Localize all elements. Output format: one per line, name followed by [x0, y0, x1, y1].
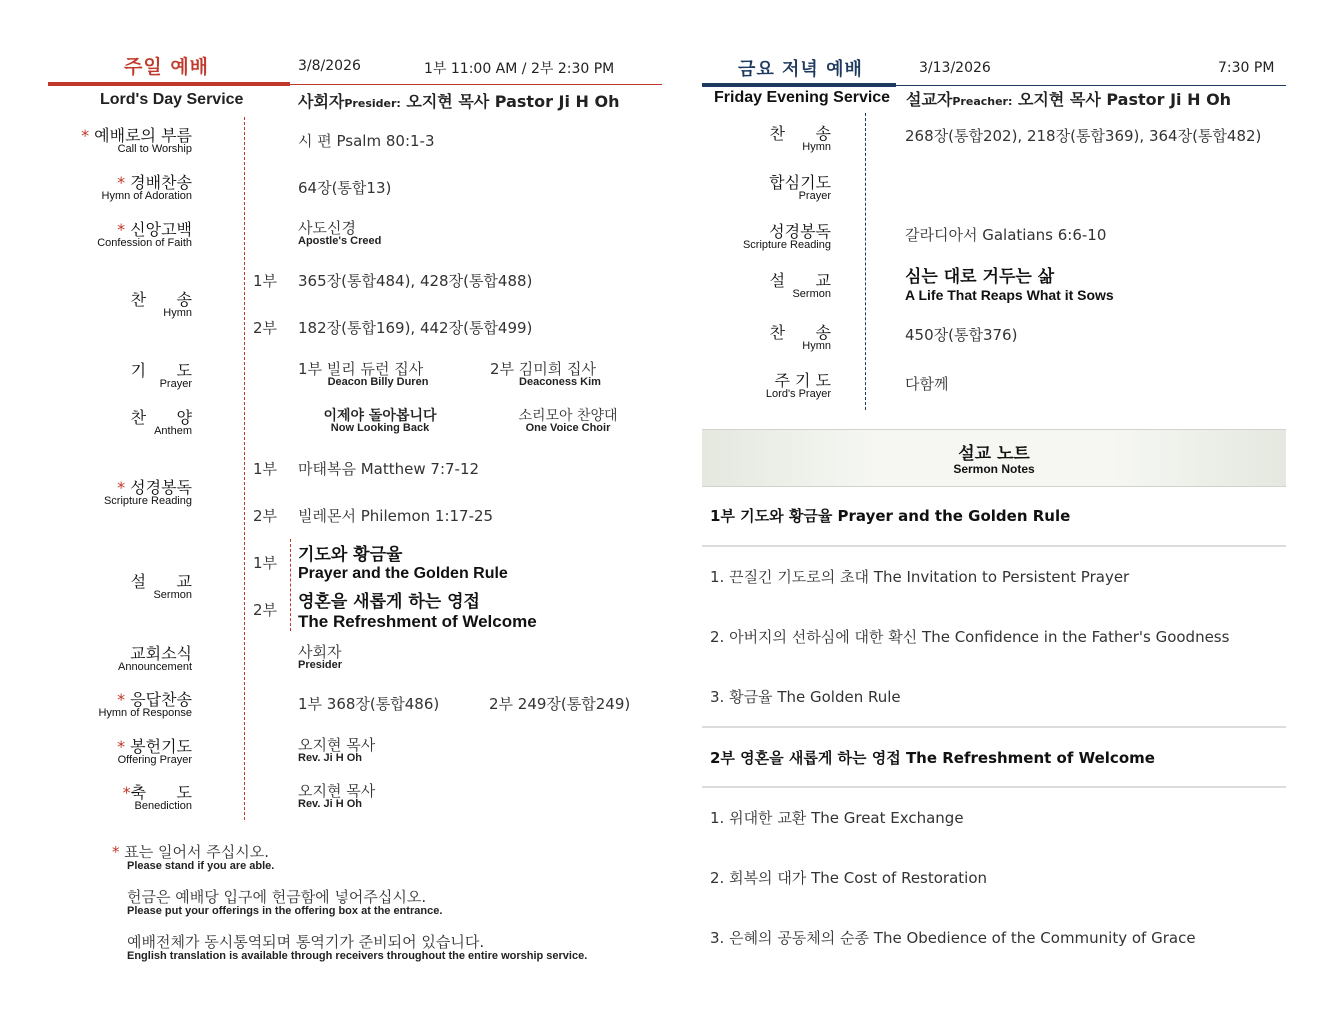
friday-scripture-label: 성경봉독 Scripture Reading — [742, 222, 831, 251]
sermon-part1-content: 기도와 황금율 Prayer and the Golden Rule — [298, 545, 508, 582]
sermon-divider — [290, 539, 291, 631]
hymn-of-adoration-label: * 경배찬송 Hymn of Adoration — [101, 173, 192, 202]
friday-hymn1-content: 268장(통합202), 218장(통합369), 364장(통합482) — [905, 127, 1262, 145]
friday-sermon-label: 설 교 Sermon — [769, 271, 831, 300]
friday-divider — [865, 113, 866, 410]
anthem-choir: 소리모아 찬양대 One Voice Choir — [518, 408, 618, 434]
friday-preacher: 설교자Preacher: 오지현 목사 Pastor Ji H Oh — [906, 90, 1232, 109]
friday-date: 3/13/2026 — [919, 60, 991, 76]
friday-prayer-label: 합심기도 Prayer — [769, 173, 831, 202]
note-offering: 헌금은 예배당 입구에 헌금함에 넣어주십시오. Please put your offerings in the offering box at the entrance. — [127, 888, 443, 917]
scripture-part1-content: 마태복음 Matthew 7:7-12 — [298, 460, 480, 478]
presider-label-ko: 사회자 — [298, 92, 345, 111]
friday-scripture-content: 갈라디아서 Galatians 6:6-10 — [905, 226, 1107, 244]
stand-marker: * — [81, 126, 90, 145]
prayer-part1: 1부 빌리 듀런 집사 Deacon Billy Duren — [298, 360, 429, 388]
friday-lords-prayer-content: 다함께 — [905, 375, 949, 393]
announcement-content: 사회자 Presider — [298, 643, 343, 671]
sermon-part2-label: 2부 — [253, 601, 278, 619]
friday-lords-prayer-label: 주 기 도 Lord's Prayer — [765, 371, 831, 400]
sermon-notes-title-ko: 설교 노트 — [958, 444, 1030, 464]
sunday-times: 1부 11:00 AM / 2부 2:30 PM — [424, 61, 615, 77]
sunday-header-line-thick — [48, 82, 290, 86]
note-stand: * 표는 일어서 주십시오. Please stand if you are able. — [112, 843, 275, 872]
sunday-presider — [298, 89, 620, 112]
note-translation: 예배전체가 동시통역되며 통역기가 준비되어 있습니다. English translation is available through receivers throughout the entire worship service. — [127, 933, 588, 962]
sermon-notes-banner — [702, 429, 1286, 487]
sunday-title-ko: 주일 예배 — [124, 56, 210, 78]
scripture-part2-label: 2부 — [253, 507, 278, 525]
scripture-part1-label: 1부 — [253, 460, 278, 478]
scripture-part2-content: 빌레몬서 Philemon 1:17-25 — [298, 507, 494, 525]
notes-part1-point3: 3. 황금율 The Golden Rule — [710, 688, 901, 706]
sermon-part1-label: 1부 — [253, 554, 278, 572]
presider-name: 오지현 목사 Pastor Ji H Oh — [406, 92, 620, 111]
friday-header-line-thick — [702, 83, 896, 87]
prayer-part2: 2부 김미희 집사 Deaconess Kim — [490, 360, 601, 388]
hymn-label: 찬 송 Hymn — [130, 290, 192, 319]
hymn-part1-content: 365장(통합484), 428장(통합488) — [298, 272, 533, 290]
notes-part2-point1: 1. 위대한 교환 The Great Exchange — [710, 809, 964, 827]
benediction-label: *축 도 Benediction — [122, 783, 192, 812]
notes-part2-point2: 2. 회복의 대가 The Cost of Restoration — [710, 869, 988, 887]
sunday-header-line-thin — [290, 84, 662, 85]
anthem-label: 찬 양 Anthem — [130, 408, 192, 437]
sermon-label: 설 교 Sermon — [130, 572, 192, 601]
hymn-part2-label: 2부 — [253, 319, 278, 337]
sunday-date: 3/8/2026 — [298, 58, 361, 74]
friday-sermon-content: 심는 대로 거두는 삶 A Life That Reaps What it Sows — [905, 267, 1114, 303]
notes-part1-point1: 1. 끈질긴 기도로의 초대 The Invitation to Persistent Prayer — [710, 568, 1130, 586]
scripture-reading-label: * 성경봉독 Scripture Reading — [103, 478, 192, 507]
hymn-part2-content: 182장(통합169), 442장(통합499) — [298, 319, 533, 337]
call-to-worship-label: * 예배로의 부름 Call to Worship — [81, 126, 192, 155]
offering-prayer-label: * 봉헌기도 Offering Prayer — [117, 737, 192, 766]
hymn-of-response-part1: 1부 368장(통합486) — [298, 695, 440, 713]
notes-separator — [702, 545, 1286, 547]
friday-header-line-thin — [896, 85, 1286, 86]
benediction-content: 오지현 목사 Rev. Ji H Oh — [298, 782, 376, 810]
notes-part2-title: 2부 영혼을 새롭게 하는 영접 The Refreshment of Welcome — [710, 749, 1155, 767]
preacher-name: 오지현 목사 Pastor Ji H Oh — [1017, 90, 1232, 109]
sunday-title-en: Lord's Day Service — [100, 91, 244, 108]
friday-hymn2-content: 450장(통합376) — [905, 326, 1018, 344]
friday-hymn1-label: 찬 송 Hymn — [769, 124, 831, 153]
presider-label-en: Presider: — [344, 97, 401, 110]
friday-title-en: Friday Evening Service — [714, 89, 891, 106]
sunday-divider — [244, 117, 245, 820]
hymn-part1-label: 1부 — [253, 272, 278, 290]
prayer-label: 기 도 Prayer — [130, 361, 192, 390]
confession-of-faith-content: 사도신경 Apostle's Creed — [298, 219, 382, 247]
confession-of-faith-label: * 신앙고백 Confession of Faith — [97, 220, 192, 249]
hymn-of-response-part2: 2부 249장(통합249) — [489, 695, 631, 713]
offering-prayer-content: 오지현 목사 Rev. Ji H Oh — [298, 736, 376, 764]
anthem-title: 이제야 돌아봅니다 Now Looking Back — [323, 408, 437, 434]
friday-hymn2-label: 찬 송 Hymn — [769, 323, 831, 352]
sermon-part2-content: 영혼을 새롭게 하는 영접 The Refreshment of Welcome — [298, 592, 537, 631]
sermon-notes-title-en: Sermon Notes — [953, 462, 1035, 476]
friday-time: 7:30 PM — [1218, 60, 1275, 76]
friday-title-ko: 금요 저녁 예배 — [738, 59, 863, 80]
notes-separator — [702, 726, 1286, 728]
notes-part2-point3: 3. 은혜의 공동체의 순종 The Obedience of the Community of Grace — [710, 929, 1196, 947]
announcement-label: 교회소식 Announcement — [118, 644, 192, 673]
call-to-worship-content: 시 편 Psalm 80:1-3 — [298, 132, 435, 150]
notes-part1-title: 1부 기도와 황금율 Prayer and the Golden Rule — [710, 507, 1071, 525]
notes-separator — [702, 786, 1286, 788]
hymn-of-response-label: * 응답찬송 Hymn of Response — [98, 690, 192, 719]
hymn-of-adoration-content: 64장(통합13) — [298, 179, 392, 197]
notes-part1-point2: 2. 아버지의 선하심에 대한 확신 The Confidence in the Father's Goodness — [710, 628, 1230, 646]
